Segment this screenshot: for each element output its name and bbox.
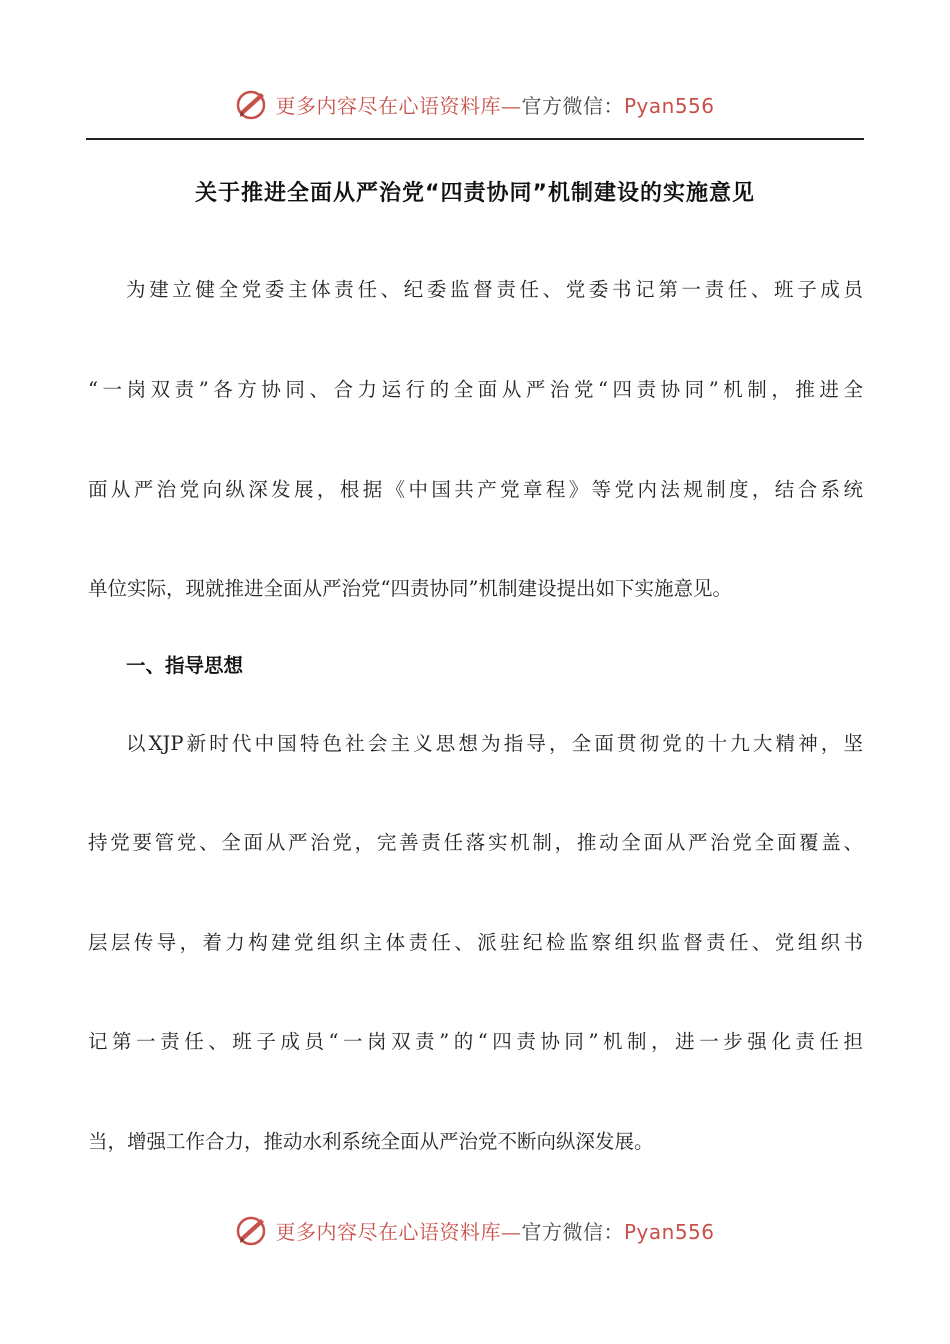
watermark-text: 更多内容尽在心语资料库—官方微信：Pyan556 [275,1219,715,1244]
pen-logo-icon [235,87,269,121]
section1-line-1: 以XJP新时代中国特色社会主义思想为指导，全面贯彻党的十九大精神，坚 [126,732,863,755]
header-divider [86,138,864,140]
section1-line-3: 层层传导，着力构建党组织主体责任、派驻纪检监察组织监督责任、党组织书 [88,931,863,954]
section1-line-2: 持党要管党、全面从严治党，完善责任落实机制，推动全面从严治党全面覆盖、 [88,831,863,854]
footer-watermark [0,1210,950,1250]
header-watermark [0,84,950,124]
intro-line-3: 面从严治党向纵深发展，根据《中国共产党章程》等党内法规制度，结合系统 [88,478,863,501]
document-title: 关于推进全面从严治党“四责协同”机制建设的实施意见 [195,181,755,206]
section1-line-4: 记第一责任、班子成员“一岗双责”的“四责协同”机制，进一步强化责任担 [88,1030,863,1053]
intro-line-1: 为建立健全党委主体责任、纪委监督责任、党委书记第一责任、班子成员 [126,278,863,301]
intro-line-2: “一岗双责”各方协同、合力运行的全面从严治党“四责协同”机制，推进全 [88,378,863,401]
intro-line-4: 单位实际，现就推进全面从严治党“四责协同”机制建设提出如下实施意见。 [88,577,732,600]
pen-logo-icon [235,1213,269,1247]
section1-line-5: 当，增强工作合力，推动水利系统全面从严治党不断向纵深发展。 [88,1130,654,1153]
watermark-text: 更多内容尽在心语资料库—官方微信：Pyan556 [275,93,715,118]
section-heading-guiding-ideology: 一、指导思想 [126,654,244,677]
